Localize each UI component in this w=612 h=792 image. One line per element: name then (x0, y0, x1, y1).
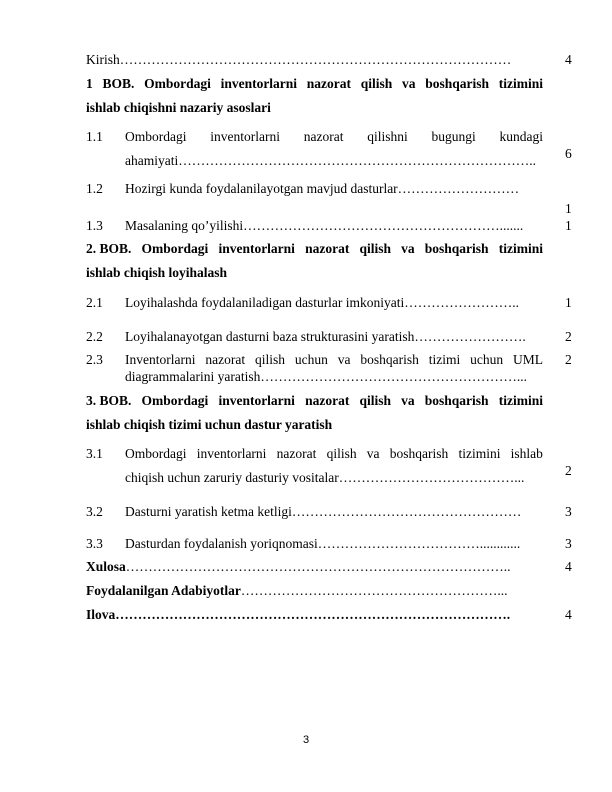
chapter-1-heading-line2: ishlab chiqishni nazariy asoslari (86, 100, 271, 115)
entry-word: inventorlarni (210, 129, 280, 144)
toc-entry-3-1-line1 (125, 446, 543, 462)
toc-leader-dots: ………………………………………………………………………….. (125, 559, 511, 574)
toc-entry-1-2: Hozirgi kunda foydalanilayotgan mavjud dasturlar……………………… (125, 181, 520, 196)
entry-word: UML (512, 352, 543, 367)
toc-section-number: 2.3 (86, 352, 103, 367)
toc-entry-2-3-line2: diagrammalarini yaratish…………………………………………………... (125, 369, 527, 384)
entry-word: uchun (470, 352, 504, 367)
toc-entry-1-3: Masalaning qo’yilishi…………………………………………………....... (125, 218, 524, 233)
chapter-3-heading-line1 (86, 393, 543, 409)
toc-entry-2-1: Loyihalashda foydalaniladigan dasturlar imkoniyati…………………….. (125, 295, 520, 310)
toc-entry-3-3: Dasturdan foydalanish yoriqnomasi………………………………............ (125, 536, 521, 551)
entry-word: Ombordagi (125, 129, 187, 144)
heading-word: BOB. (102, 76, 135, 91)
entry-word: Ombordagi (125, 446, 187, 461)
heading-word: tizimini (498, 393, 543, 408)
entry-word: ishlab (510, 446, 543, 461)
entry-word: qilish (326, 446, 357, 461)
entry-word: tizimi (428, 352, 461, 367)
toc-page-number: 4 (565, 52, 572, 67)
toc-leader-dots: ……………………………………………………………………………. (115, 607, 511, 622)
chapter-2-heading-line1 (86, 241, 543, 257)
toc-entry-3-2: Dasturni yaratish ketma ketligi…………………………………………… (125, 504, 522, 519)
heading-word: va (401, 393, 415, 408)
heading-word: nazorat (306, 76, 352, 91)
heading-word: 2. BOB. (86, 241, 132, 256)
heading-word: va (401, 241, 415, 256)
entry-word: kundagi (499, 129, 543, 144)
toc-entry-ilova (86, 607, 543, 623)
entry-word: va (337, 352, 351, 367)
page-number-footer: 3 (302, 734, 310, 746)
chapter-2-heading-line2: ishlab chiqish loyihalash (86, 265, 228, 280)
entry-word: nazorat (276, 446, 317, 461)
toc-page-number: 2 (565, 463, 572, 478)
toc-section-number: 1.3 (86, 218, 103, 233)
heading-word: 3. BOB. (86, 393, 132, 408)
entry-word: inventorlarni (196, 446, 267, 461)
entry-word: qilish (254, 352, 285, 367)
heading-word: boshqarish (424, 393, 489, 408)
entry-word: boshqarish (389, 446, 449, 461)
toc-page-number: 4 (565, 607, 572, 622)
heading-word: tizimini (498, 241, 543, 256)
toc-label: Xulosa (86, 559, 126, 574)
entry-word: nazorat (303, 129, 344, 144)
heading-word: boshqarish (425, 76, 490, 91)
entry-word: uchun (294, 352, 328, 367)
toc-section-number: 3.2 (86, 504, 103, 519)
toc-section-number: 3.3 (86, 536, 103, 551)
toc-page-number: 3 (565, 536, 572, 551)
entry-word: nazorat (205, 352, 246, 367)
entry-word: bugungi (431, 129, 476, 144)
entry-word: tizimini (458, 446, 501, 461)
toc-entry-3-1-line2: chiqish uchun zaruriy dasturiy vositalar…………………………………... (125, 470, 525, 485)
heading-word: boshqarish (424, 241, 489, 256)
toc-page-number: 6 (565, 146, 572, 161)
toc-section-number: 1.1 (86, 129, 103, 144)
entry-word: Inventorlarni (125, 352, 196, 367)
toc-page-number: 1 (565, 295, 572, 310)
toc-label: Kirish (86, 52, 120, 67)
heading-word: qilish (359, 241, 391, 256)
toc-entry-1-1-line2: ahamiyati…………………………………………………………………….. (125, 153, 536, 168)
toc-label: Ilova (86, 607, 116, 622)
heading-word: qilish (360, 76, 393, 91)
toc-section-number: 1.2 (86, 181, 103, 196)
toc-page-number: 4 (565, 559, 572, 574)
entry-word: qilishni (367, 129, 408, 144)
entry-word: boshqarish (360, 352, 419, 367)
toc-entry-2-3-line1 (125, 352, 543, 368)
toc-page-number: 1 (565, 201, 572, 216)
heading-word: tizimini (498, 76, 543, 91)
toc-section-number: 2.1 (86, 295, 103, 310)
entry-word: va (366, 446, 380, 461)
heading-word: inventorlarni (218, 393, 295, 408)
chapter-3-heading-line2: ishlab chiqish tizimi uchun dastur yaratish (86, 417, 333, 432)
toc-page-number: 3 (565, 504, 572, 519)
heading-word: nazorat (305, 393, 350, 408)
heading-word: va (402, 76, 416, 91)
toc-entry-1-1-line1 (125, 129, 543, 145)
heading-word: Ombordagi (141, 241, 209, 256)
toc-page-number: 1 (565, 218, 572, 233)
heading-word: 1 (86, 76, 93, 91)
toc-entry-2-2: Loyihalanayotgan dasturni baza strukturasini yaratish……………………. (125, 329, 526, 344)
heading-word: Ombordagi (144, 76, 211, 91)
toc-page-number: 2 (565, 352, 572, 367)
toc-section-number: 2.2 (86, 329, 103, 344)
toc-label: Foydalanilgan Adabiyotlar (86, 583, 241, 598)
heading-word: nazorat (305, 241, 350, 256)
heading-word: qilish (359, 393, 391, 408)
chapter-1-heading-line1 (86, 76, 543, 92)
toc-section-number: 3.1 (86, 446, 103, 461)
heading-word: inventorlarni (220, 76, 298, 91)
heading-word: inventorlarni (218, 241, 295, 256)
toc-entry-kirish (86, 52, 543, 68)
toc-entry-adabiyotlar (86, 583, 543, 599)
toc-leader-dots: …………………………………………………... (240, 583, 508, 598)
toc-page-number: 2 (565, 329, 572, 344)
toc-leader-dots: …………………………………………………………………………… (119, 52, 512, 67)
toc-entry-xulosa (86, 559, 543, 575)
heading-word: Ombordagi (141, 393, 209, 408)
